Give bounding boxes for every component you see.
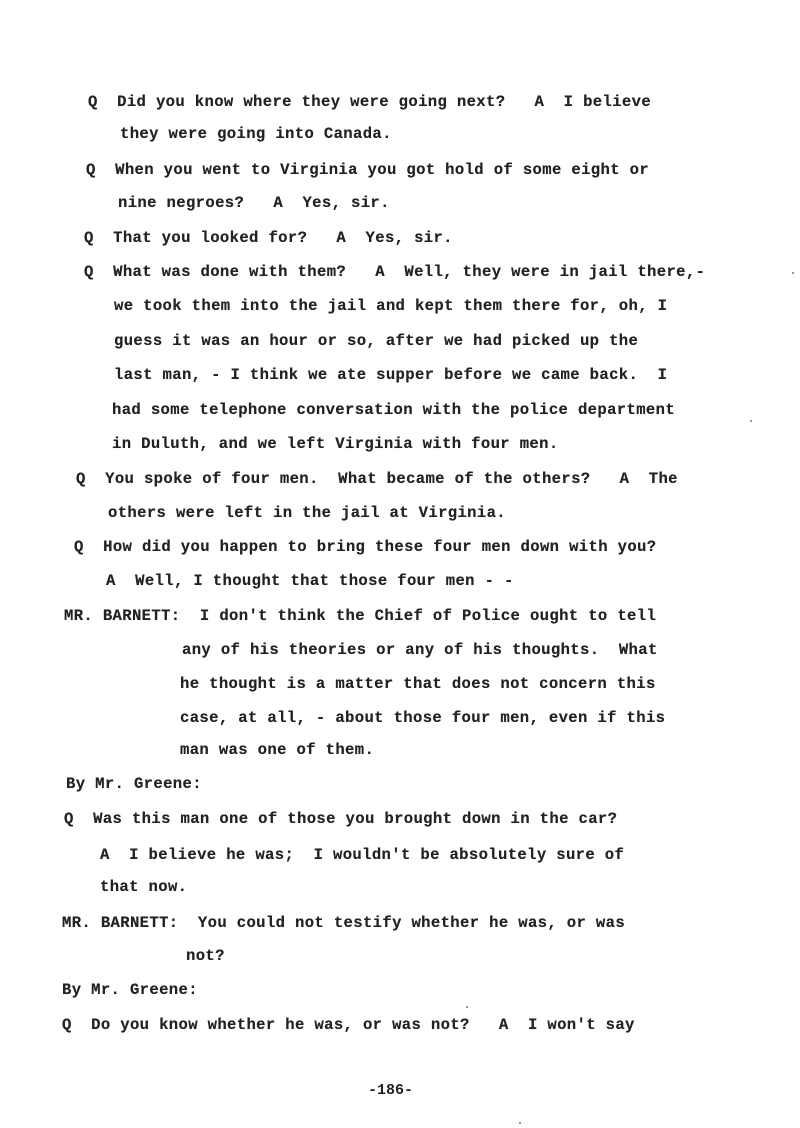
transcript-line: nine negroes? A Yes, sir. [118, 194, 390, 212]
transcript-line: had some telephone conversation with the police department [112, 401, 676, 419]
transcript-line: he thought is a matter that does not concern this [180, 675, 656, 693]
transcript-line: A I believe he was; I wouldn't be absolutely sure of [100, 846, 625, 864]
transcript-line: in Duluth, and we left Virginia with four men. [112, 435, 559, 453]
examiner-heading: By Mr. Greene: [66, 775, 202, 793]
transcript-line: others were left in the jail at Virginia. [108, 504, 507, 522]
transcript-line: Q Was this man one of those you brought down in the car? [64, 810, 618, 828]
examiner-heading: By Mr. Greene: [62, 981, 198, 999]
scan-speck [792, 272, 794, 274]
speaker-objection-line: MR. BARNETT: You could not testify whether he was, or was [62, 914, 626, 932]
transcript-line: man was one of them. [180, 741, 375, 759]
scan-speck [466, 1006, 468, 1008]
transcript-line: we took them into the jail and kept them there for, oh, I [114, 297, 668, 315]
page-number: -186- [368, 1082, 414, 1099]
transcript-line: not? [186, 947, 225, 965]
transcript-line: Q That you looked for? A Yes, sir. [84, 229, 453, 247]
scan-speck [750, 420, 752, 422]
transcript-line: Q Did you know where they were going next? A I believe [88, 93, 652, 111]
transcript-line: any of his theories or any of his thoughts. What [182, 641, 658, 659]
transcript-line: last man, - I think we ate supper before we came back. I [114, 366, 668, 384]
transcript-line: Q When you went to Virginia you got hold of some eight or [86, 161, 650, 179]
transcript-line: Q What was done with them? A Well, they were in jail there,- [84, 263, 706, 281]
speaker-objection-line: MR. BARNETT: I don't think the Chief of Police ought to tell [64, 607, 657, 625]
transcript-line: they were going into Canada. [120, 125, 392, 143]
scan-speck [519, 1122, 521, 1124]
transcript-line: Q How did you happen to bring these four men down with you? [74, 538, 657, 556]
transcript-line: A Well, I thought that those four men - - [106, 572, 514, 590]
transcript-line: that now. [100, 878, 188, 896]
transcript-line: case, at all, - about those four men, even if this [180, 709, 666, 727]
transcript-line: Q You spoke of four men. What became of the others? A The [76, 470, 678, 488]
transcript-line: guess it was an hour or so, after we had picked up the [114, 332, 639, 350]
transcript-line: Q Do you know whether he was, or was not? A I won't say [62, 1016, 635, 1034]
